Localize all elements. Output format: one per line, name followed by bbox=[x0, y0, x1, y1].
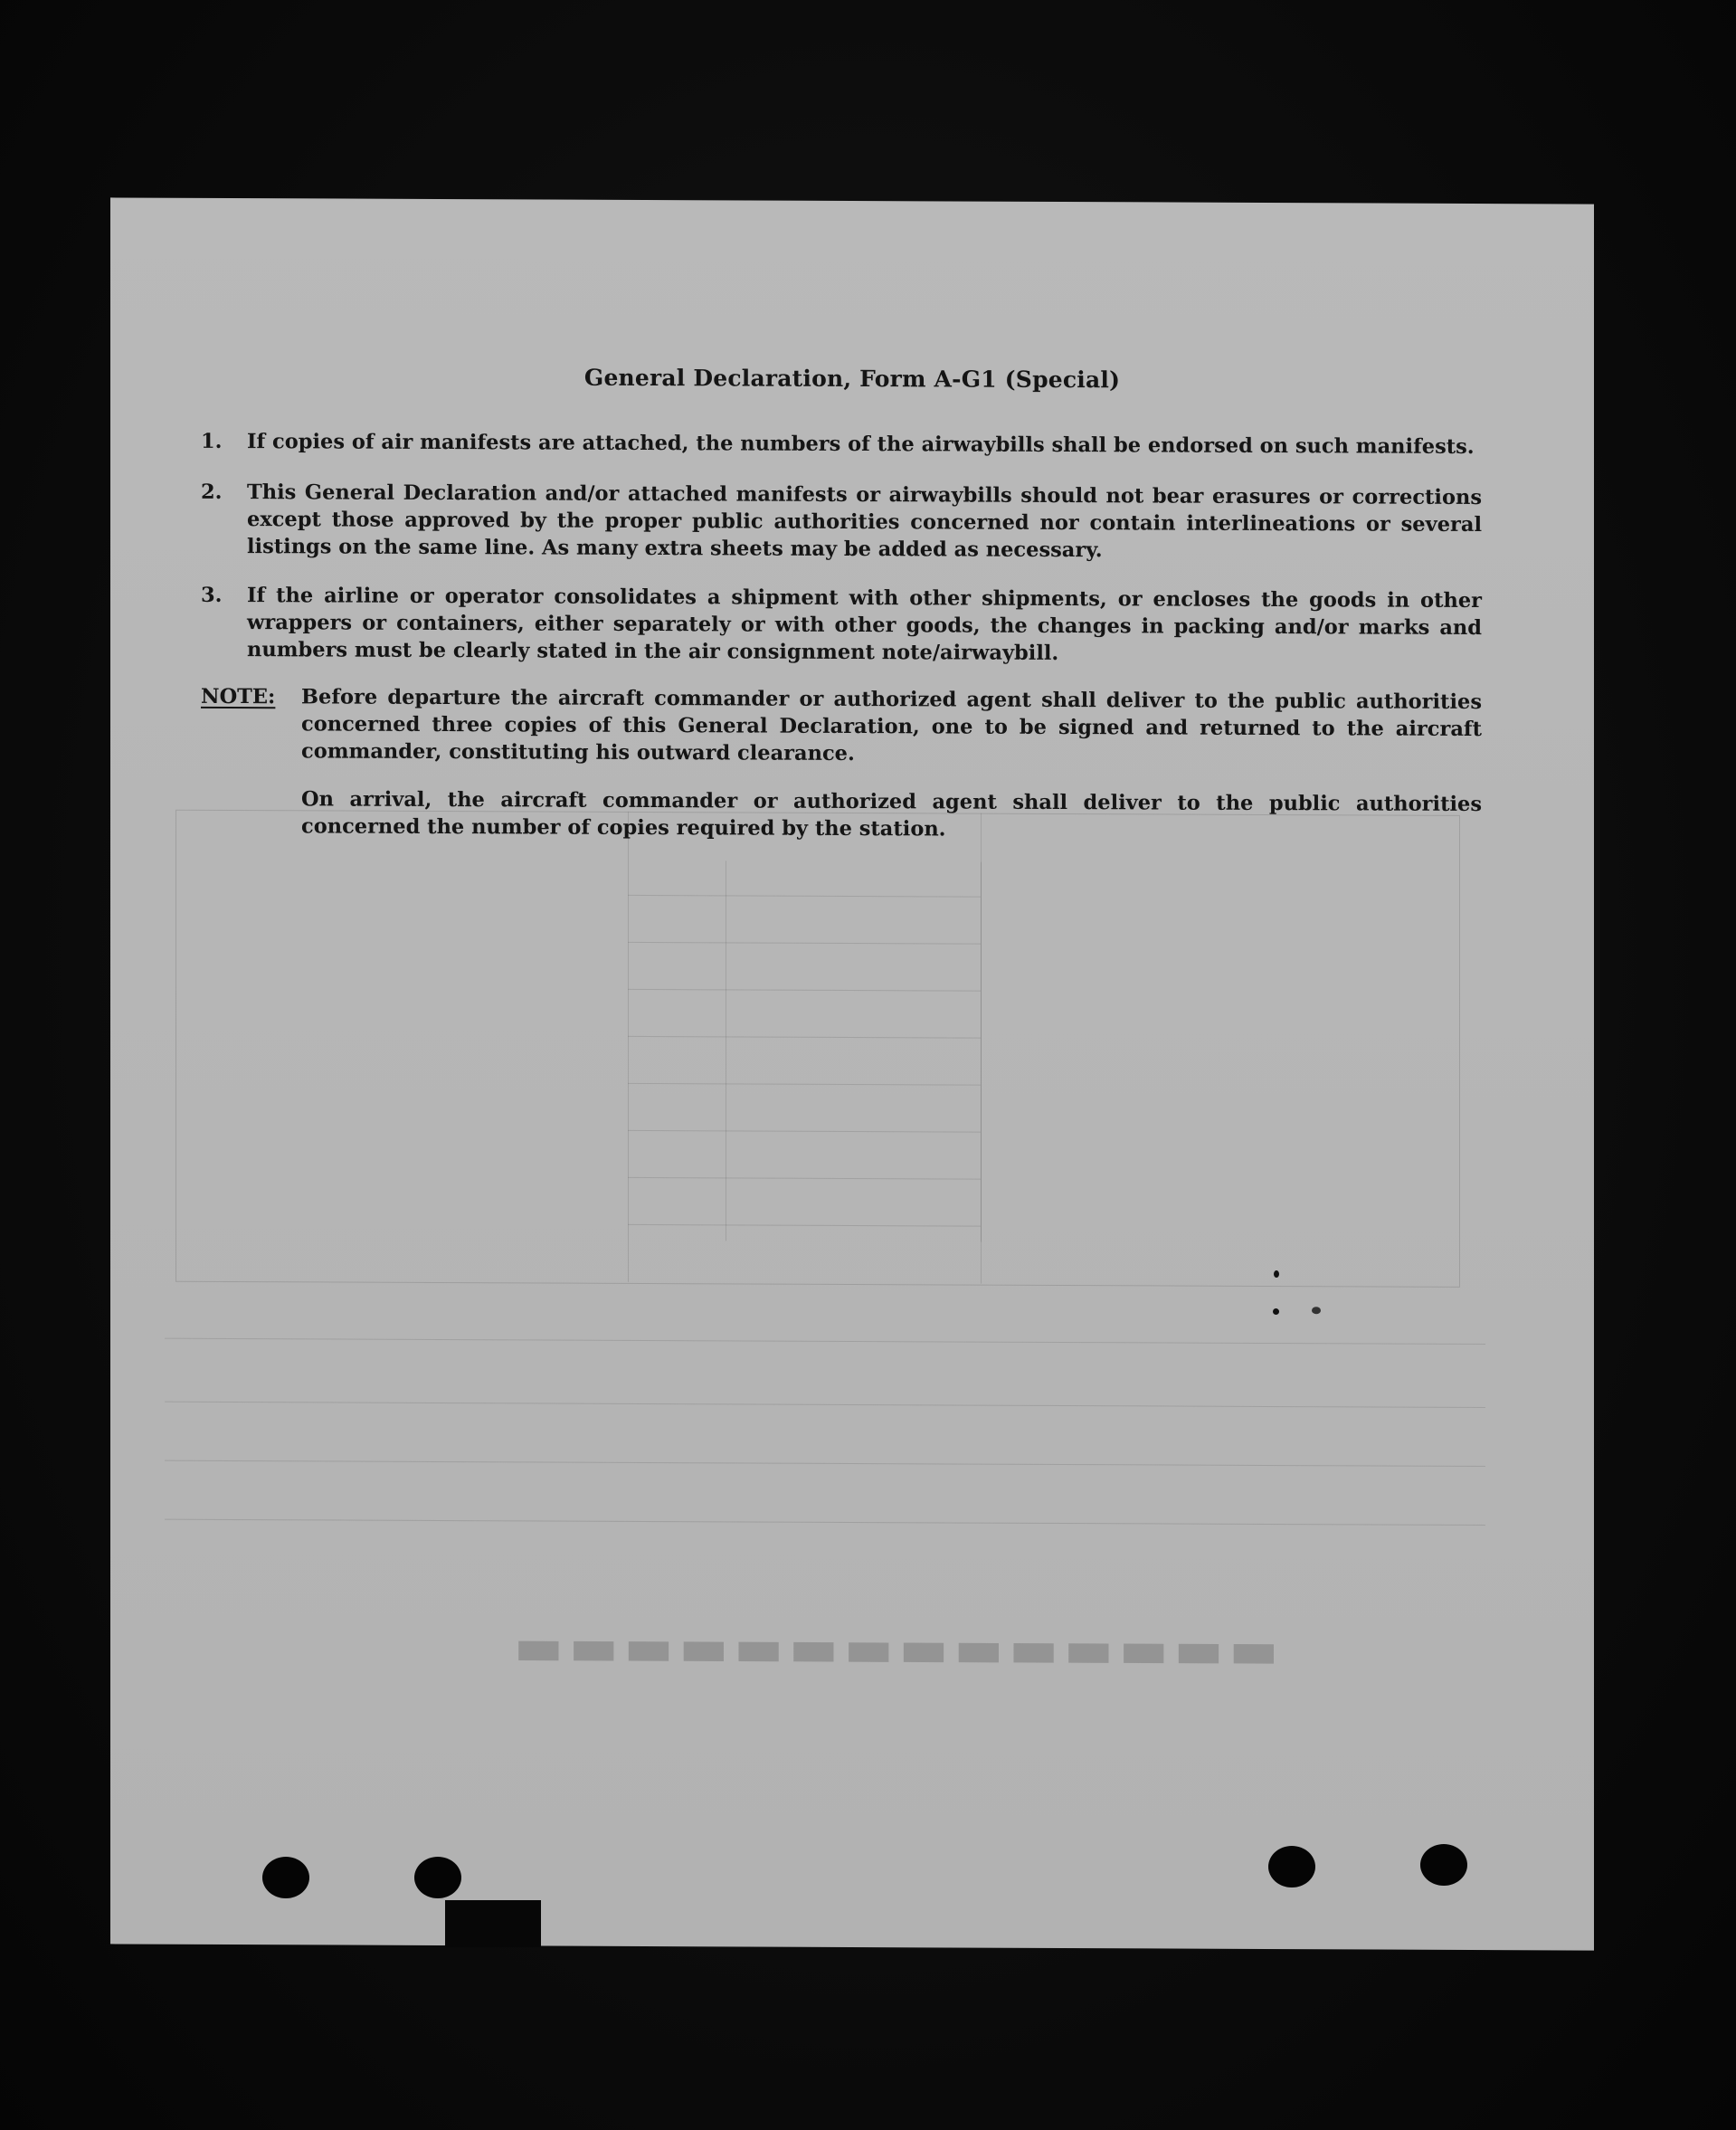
list-item bbox=[201, 428, 1482, 461]
ghost-rule bbox=[165, 1338, 1485, 1345]
punch-hole bbox=[1420, 1844, 1467, 1886]
speck bbox=[1273, 1308, 1279, 1315]
ghost-divider bbox=[981, 862, 982, 1242]
list-item bbox=[201, 582, 1482, 669]
document-page bbox=[110, 197, 1594, 1950]
ghost-table bbox=[175, 810, 1460, 1288]
document-title: General Declaration, Form A-G1 (Special) bbox=[583, 364, 1121, 394]
note-block bbox=[201, 683, 1482, 845]
ghost-rule bbox=[165, 1519, 1485, 1526]
note-paragraph: On arrival, the aircraft commander or authorized agent shall deliver to the public authorities concerned the number of copies required by the station. bbox=[301, 787, 1482, 842]
note-paragraph: Before departure the aircraft commander or authorized agent shall deliver to the public authorities concerned three copies of this General Declaration, one to be signed and returned to the aircraft commander, constituting his outward clearance. bbox=[301, 685, 1482, 766]
document-body bbox=[110, 197, 1594, 842]
note-label: NOTE: bbox=[201, 684, 276, 709]
ghost-rule bbox=[165, 1402, 1485, 1408]
punch-hole bbox=[1268, 1846, 1315, 1888]
ghost-rule bbox=[165, 1460, 1485, 1467]
item-number: 1. bbox=[201, 429, 223, 453]
item-text: This General Declaration and/or attached manifests or airwaybills should not bear erasures or corrections except those approved by the proper public authorities concerned nor contain interlineations or several listings on the same line. As many extra sheets may be added as necessary. bbox=[247, 480, 1482, 563]
speck bbox=[1274, 1270, 1279, 1278]
ghost-divider bbox=[628, 812, 629, 1282]
torn-tab bbox=[445, 1900, 541, 1947]
item-text: If the airline or operator consolidates a shipment with other shipments, or encloses the goods in other wrappers or containers, either separately or with other goods, the changes in packing and/or marks and numbers must be clearly stated in the air consignment note/airwaybill. bbox=[247, 584, 1482, 665]
item-number: 3. bbox=[201, 583, 223, 607]
speck bbox=[1312, 1307, 1321, 1314]
punch-hole bbox=[414, 1857, 461, 1898]
item-text: If copies of air manifests are attached, the numbers of the airwaybills shall be endorsed on such manifests. bbox=[247, 430, 1475, 460]
item-number: 2. bbox=[201, 480, 223, 504]
punch-hole bbox=[262, 1857, 309, 1898]
list-item bbox=[201, 479, 1482, 566]
ghost-heading: ▬▬▬▬▬▬▬▬▬▬▬▬▬▬ bbox=[508, 1615, 1279, 1681]
